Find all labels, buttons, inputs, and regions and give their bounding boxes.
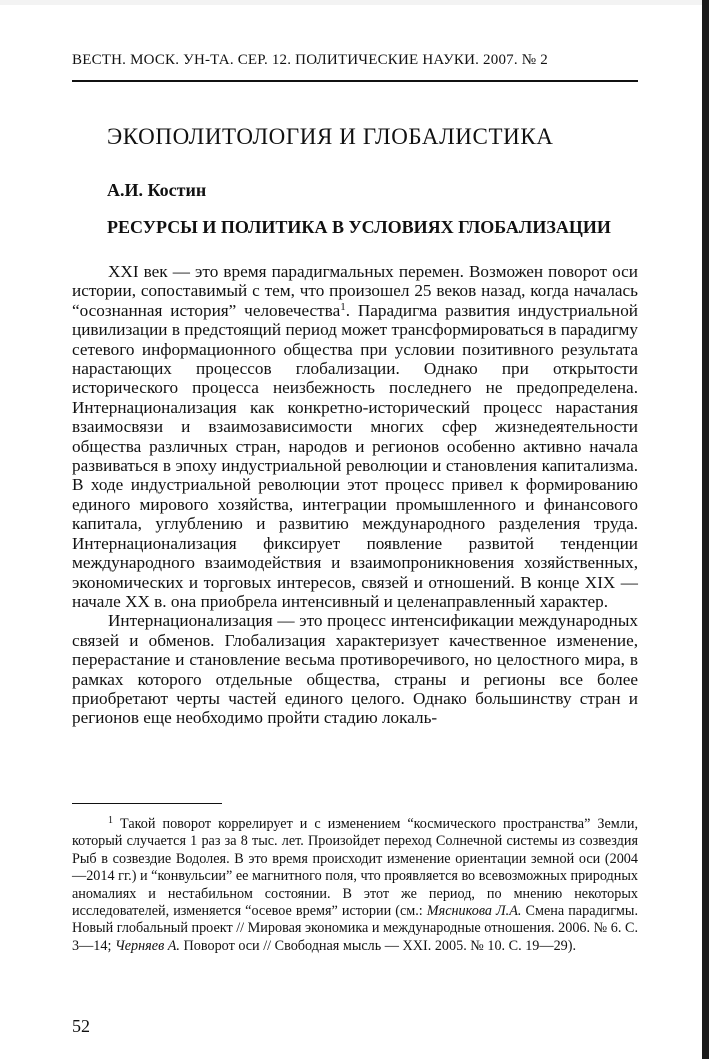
article-body bbox=[72, 262, 638, 728]
footnote-text-a: Такой поворот коррелирует и с изменением “космического пространства” Земли, который случается 1 раз за 8 тыс. лет. Произойдет переход Солнечной системы из созвездия Рыб в созвездие Водолея. В это время происходит изменение ориентации земной оси (2004—2014 гг.) и “конвульсии” ее магнитного поля, что проявляется во всевозможных природных аномалиях и нестабильном состоянии. В этот же период, по мнению некоторых исследователей, изменяется “осевое время” истории (см.: bbox=[72, 816, 639, 920]
article-title: РЕСУРСЫ И ПОЛИТИКА В УСЛОВИЯХ ГЛОБАЛИЗАЦИИ bbox=[107, 217, 611, 237]
body-paragraph-1 bbox=[72, 262, 638, 611]
footnote-text-c: Поворот оси // Свободная мысль — XXI. 2005. № 10. С. 19—29). bbox=[179, 937, 577, 954]
body-paragraph-2: Интернационализация — это процесс интенсификации международных связей и обменов. Глобализация характеризует качественное изменение, перерастание и становление весьма противоречивого, но целостного мира, в рамках которого отдельные общества, страны и регионы все более приобретают черты частей единого целого. Однако большинству стран и регионов еще необходимо пройти стадию локаль- bbox=[72, 611, 638, 728]
header-rule bbox=[72, 80, 638, 82]
footnote-author-2: Черняев А. bbox=[114, 937, 180, 954]
section-title: ЭКОПОЛИТОЛОГИЯ И ГЛОБАЛИСТИКА bbox=[107, 124, 554, 149]
footnote-rule bbox=[72, 803, 222, 804]
paragraph-1-text-b: . Парадигма развития индустриальной цивилизации в предстоящий период может трансформироваться в парадигму сетевого информационного общества при условии позитивного результата нарастающих процессов глобализации. Однако при открытости исторического процесса неизбежность последнего не предопределена. Интернационализация как конкретно-исторический процесс нарастания взаимосвязи и взаимозависимости многих сфер жизнедеятельности общества различных стран, народов и регионов особенно активно начала развиваться в эпоху индустриальной революции и становления капитализма. В ходе индустриальной революции этот процесс привел к формированию единого мирового хозяйства, интеграции промышленного и финансового капитала, углублению и развитию международного разделения труда. Интернационализация фиксирует появление развитой тенденции международного взаимодействия и взаимопроникновения хозяйственных, экономических и торговых интересов, связей и отношений. В конце XIX — начале XX в. она приобрела интенсивный и целенаправленный характер. bbox=[72, 300, 639, 611]
scan-right-edge bbox=[702, 0, 709, 1059]
page-number: 52 bbox=[72, 1016, 90, 1036]
footnote bbox=[72, 812, 638, 955]
paragraph-1-text-a: XXI век — это время парадигмальных перемен. Возможен поворот оси истории, сопоставимый с тем, что произошел 25 веков назад, когда началась “осознанная история” человечества bbox=[72, 262, 638, 320]
running-head: ВЕСТН. МОСК. УН-ТА. СЕР. 12. ПОЛИТИЧЕСКИЕ НАУКИ. 2007. № 2 bbox=[72, 52, 548, 68]
footnote-number: 1 bbox=[108, 815, 113, 826]
footnote-author-1: Мясникова Л.А. bbox=[426, 903, 522, 920]
article-author: А.И. Костин bbox=[107, 180, 207, 200]
footnote-text-b: Смена парадигмы. Новый глобальный проект // Мировая экономика и международные отношения. 2006. № 6. С. 3—14; bbox=[72, 903, 638, 954]
scan-top-edge bbox=[0, 0, 709, 5]
footnote-reference[interactable]: 1 bbox=[340, 300, 346, 313]
